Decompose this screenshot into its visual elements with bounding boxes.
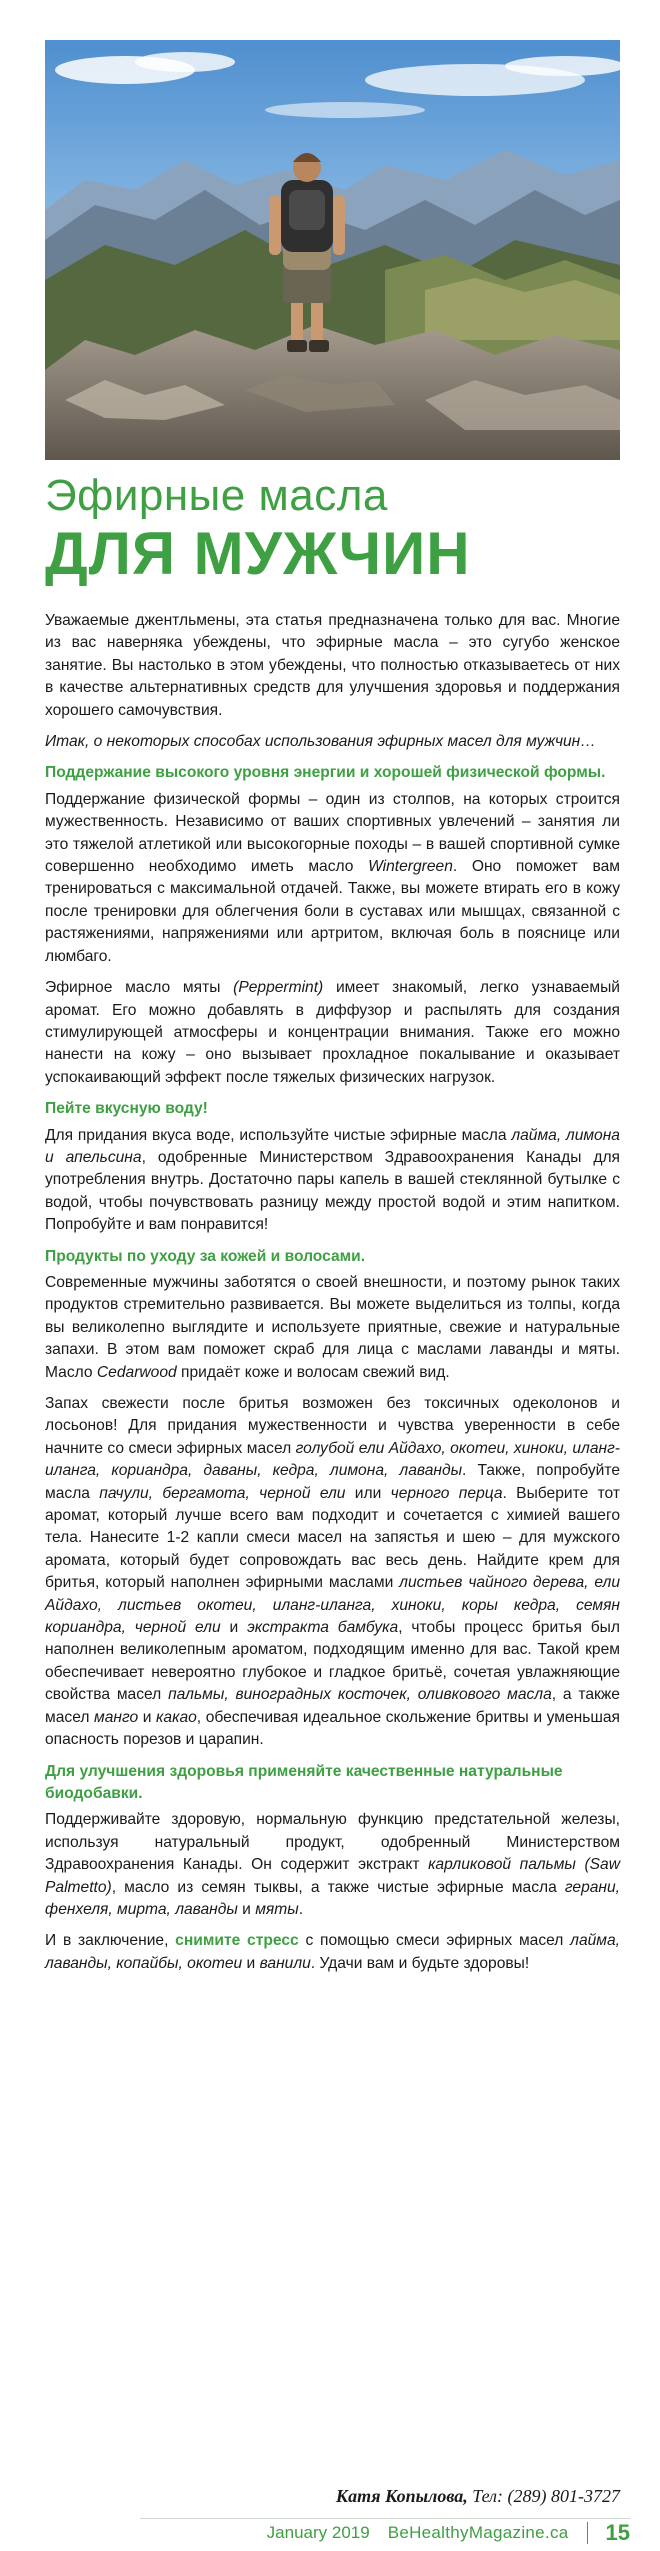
italic-term: экстракта бамбука <box>247 1619 399 1637</box>
article-title <box>45 470 620 586</box>
article-body <box>45 610 620 1984</box>
italic-term: лайма, лимона и апельсина <box>45 1126 620 1166</box>
section-heading: Поддержание высокого уровня энергии и хорошей физической формы. <box>45 764 606 782</box>
section-heading: Для улучшения здоровья применяйте качественные натуральные биодобавки. <box>45 1762 563 1802</box>
italic-term: какао <box>156 1708 197 1726</box>
page-number: 15 <box>605 2519 630 2545</box>
hero-photo <box>45 40 620 460</box>
italic-term: Wintergreen <box>368 858 453 876</box>
footer-divider <box>587 2522 588 2544</box>
section-paragraph: Запах свежести после бритья возможен без токсичных одеколонов и лосьонов! Для придания мужественности и чувства уверенности в себе начните со смеси эфирных масел голубой ели Айдахо, окотеи, хиноки, иланг-иланга, кориандра, даваны, кедра, лимона, лаванды. Также, попробуйте масла пачули, бергамота, черной ели или черного перца. Выберите тот аромат, который лучше всего вам подходит и сочетается с химией вашего тела. Нанесите 1-2 капли смеси масел на запястья и шею – для мужского аромата, который будет сопровождать вас весь день. Найдите крем для бритья, который наполнен эфирными маслами листьев чайного дерева, ели Айдахо, листьев окотеи, иланг-иланга, хиноки, коры кедра, семян кориандра, черной ели и экстракта бамбука, чтобы процесс бритья был наполнен великолепным ароматом, подходящим именно для вас. Такой крем обеспечивает невероятно глубокое и гладкое бритьё, сочетая увлажняющие свойства масел пальмы, виноградных косточек, оливкового масла, а также масел манго и какао, обеспечивая идеальное скольжение бритвы и уменьшая опасность порезов и царапин. <box>45 1395 621 1749</box>
italic-term: пальмы, виноградных косточек, оливкового масла <box>168 1686 552 1704</box>
italic-term: Cedarwood <box>96 1363 177 1381</box>
italic-term: пачули, бергамота, черной ели <box>99 1484 346 1502</box>
author-name: Катя Копылова, <box>335 2486 468 2506</box>
italic-term: герани, фенхеля, мирта, лаванды <box>45 1878 620 1918</box>
italic-term: черного перца <box>390 1484 503 1502</box>
title-line-2: ДЛЯ МУЖЧИН <box>45 520 471 587</box>
italic-term: (Peppermint) <box>233 979 324 997</box>
section-paragraph: Современные мужчины заботятся о своей внешности, и поэтому рынок таких продуктов стремительно развивается. Вы можете выделиться из толпы, когда вы великолепно выглядите и используете приятные, свежие и натуральные запахи. В этом вам поможет скраб для лица с маслами лаванды и мяты. Масло Cedarwood придаёт коже и волосам свежий вид. <box>45 1273 620 1381</box>
intro-paragraph: Уважаемые джентльмены, эта статья предназначена только для вас. Многие из вас наверняка убеждены, что эфирные масла – это сугубо женское занятие. Вы настолько в этом убеждены, что полностью отказываетесь от них в качестве альтернативных средств для улучшения здоровья и поддержания хорошего самочувствия. <box>45 612 620 719</box>
issue-date: January 2019 <box>266 2522 370 2542</box>
section-heading: Продукты по уходу за кожей и волосами. <box>45 1247 366 1265</box>
article-sections <box>45 762 620 1975</box>
italic-term: листьев чайного дерева, ели Айдахо, листьев окотеи, иланг-иланга, хиноки, коры кедра, семян кориандра, черной ели <box>45 1574 620 1637</box>
hiker-mountain-illustration <box>45 40 620 460</box>
section-paragraph: Поддержание физической формы – один из столпов, на которых строится мужественность. Независимо от ваших спортивных увлечений – занятия ли это тяжелой атлетикой или высокогорные походы – в вашей спортивной сумке совершенно необходимо иметь масло Wintergreen. Оно поможет вам тренироваться с максимальной отдачей. Также, вы можете втирать его в кожу после тренировки для облегчения боли в суставах или мышцах, связанной с растяжениями, напряжениями или артритом, включая боль в пояснице или люмбаго. <box>45 790 620 965</box>
section-paragraph: Поддерживайте здоровую, нормальную функцию предстательной железы, используя натуральный продукт, одобренный Министерством Здравоохранения Канады. Он содержит экстракт карликовой пальмы (Saw Palmetto), масло из семян тыквы, а также чистые эфирные масла герани, фенхеля, мирта, лаванды и мяты. <box>45 1811 620 1918</box>
magazine-name: BeHealthyMagazine.ca <box>387 2522 569 2542</box>
italic-term: лайма, лаванды, копайбы, окотеи <box>45 1932 620 1972</box>
section-paragraph: И в заключение, снимите стресс с помощью смеси эфирных масел лайма, лаванды, копайбы, окотеи и ванили. Удачи вам и будьте здоровы! <box>45 1932 620 1972</box>
italic-term: мяты <box>255 1900 299 1918</box>
section-paragraph: Для придания вкуса воде, используйте чистые эфирные масла лайма, лимона и апельсина, одобренные Министерством Здравоохранения Канады для употребления внутрь. Достаточно пары капель в вашей стеклянной бутылке с водой, чтобы почувствовать разницу между простой водой и этим напитком. Попробуйте и вам понравится! <box>45 1126 620 1234</box>
author-signature <box>336 2486 620 2507</box>
author-phone: Тел: (289) 801-3727 <box>472 2486 620 2506</box>
italic-term: голубой ели Айдахо, окотеи, хиноки, иланг-иланга, кориандра, даваны, кедра, лимона, лаванды <box>45 1439 620 1480</box>
page-footer <box>140 2518 630 2546</box>
italic-term: манго <box>94 1708 139 1726</box>
section-heading: Пейте вкусную воду! <box>45 1100 208 1118</box>
italic-term: ванили <box>259 1954 311 1972</box>
italic-term: карликовой пальмы (Saw Palmetto) <box>45 1856 620 1896</box>
intro-lead: Итак, о некоторых способах использования эфирных масел для мужчин… <box>45 733 596 751</box>
section-paragraph: Эфирное масло мяты (Peppermint) имеет знакомый, легко узнаваемый аромат. Его можно добавлять в диффузор и распылять для создания стимулирующей атмосферы и концентрации внимания. Также его можно нанести на кожу – оно вызывает прохладное покалывание и оказывает успокаивающий эффект после тяжелых физических нагрузок. <box>45 979 620 1086</box>
highlight-phrase: снимите стресс <box>175 1932 299 1950</box>
title-line-1: Эфирные масла <box>45 471 388 520</box>
